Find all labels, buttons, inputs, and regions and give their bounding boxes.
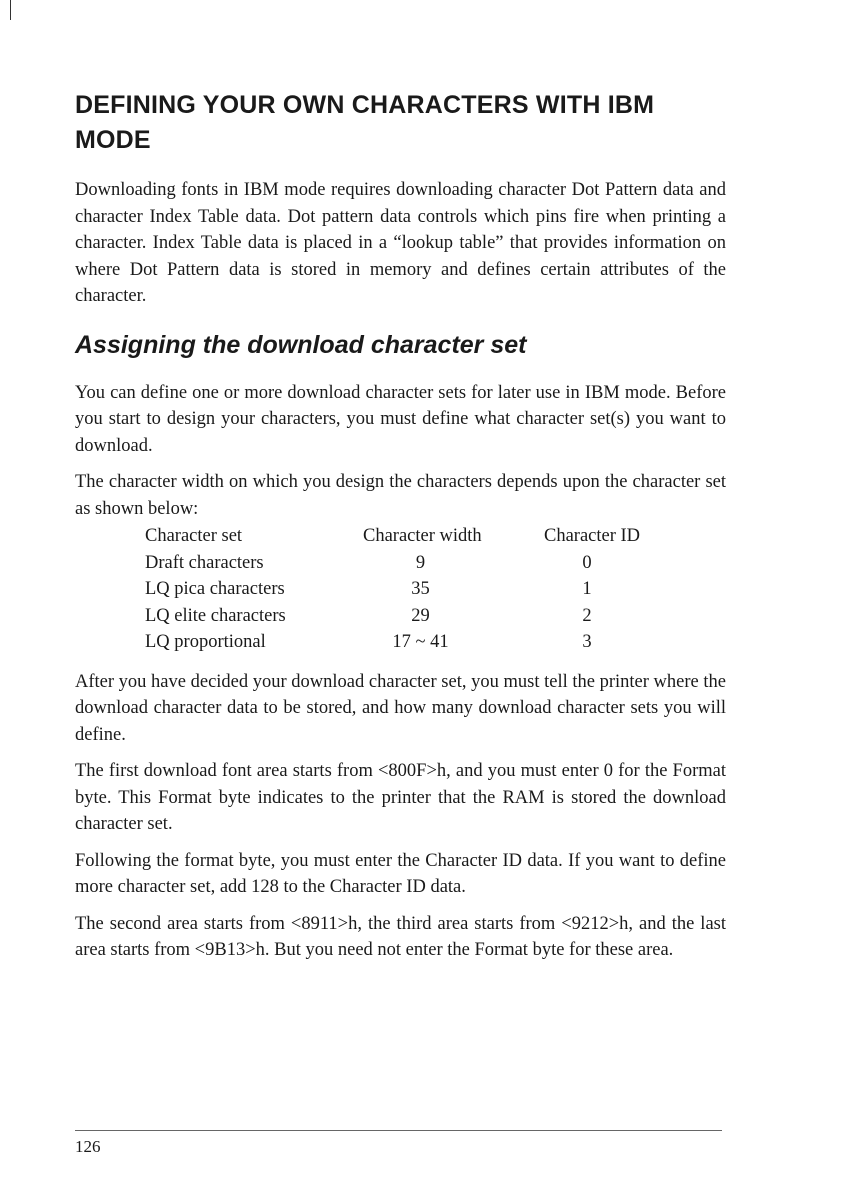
body-paragraph: After you have decided your download character set, you must tell the printer where the download character data to be stored, and how many download character sets you will define.	[75, 671, 726, 745]
cell-id: 0	[582, 552, 592, 573]
cell-set: Draft characters	[145, 552, 264, 573]
body-paragraph: Following the format byte, you must enter the Character ID data. If you want to define more character set, add 128 to the Character ID data.	[75, 850, 726, 897]
table-row	[145, 632, 704, 659]
column-header-id: Character ID	[544, 526, 641, 546]
cell-id: 2	[582, 605, 592, 626]
cell-set: LQ elite characters	[145, 605, 286, 626]
page-number: 126	[75, 1137, 101, 1156]
column-header-set: Character set	[145, 526, 243, 546]
cell-id: 3	[582, 632, 592, 652]
intro-paragraph: Downloading fonts in IBM mode requires downloading character Dot Pattern data and character Index Table data. Dot pattern data controls which pins fire when printing a character. Index Table data is placed in a “lookup table” that provides information on where Dot Pattern data is stored in memory and defines certain attributes of the character.	[75, 180, 726, 306]
table-header-row	[145, 526, 704, 553]
cell-width: 17 ~ 41	[392, 632, 449, 652]
cell-width: 29	[411, 605, 430, 626]
body-paragraph: The second area starts from <8911>h, the third area starts from <9212>h, and the last area starts from <9B13>h. But you need not enter the Format byte for these area.	[75, 913, 726, 960]
cell-set: LQ pica characters	[145, 579, 285, 599]
table-row	[145, 579, 704, 606]
margin-mark	[10, 0, 11, 20]
column-header-width: Character width	[363, 526, 482, 546]
body-paragraph: The first download font area starts from <800F>h, and you must enter 0 for the Format byte. This Format byte indicates to the printer that the RAM is stored the download character set.	[75, 761, 726, 834]
page-title: DEFINING YOUR OWN CHARACTERS WITH IBM MODE	[75, 91, 655, 154]
table-row	[145, 553, 704, 580]
page-content	[75, 88, 726, 974]
cell-set: LQ proportional	[145, 632, 266, 652]
cell-width: 35	[411, 579, 430, 599]
character-set-table	[145, 526, 704, 659]
body-paragraph: The character width on which you design the characters depends upon the character set as shown below:	[75, 472, 726, 519]
section-heading: Assigning the download character set	[75, 330, 527, 359]
cell-id: 1	[582, 579, 592, 599]
footer-divider	[75, 1130, 722, 1131]
table-row	[145, 606, 704, 633]
cell-width: 9	[415, 552, 426, 573]
body-paragraph: You can define one or more download character sets for later use in IBM mode. Before you start to design your characters, you must define what character set(s) you want to download.	[75, 382, 726, 456]
